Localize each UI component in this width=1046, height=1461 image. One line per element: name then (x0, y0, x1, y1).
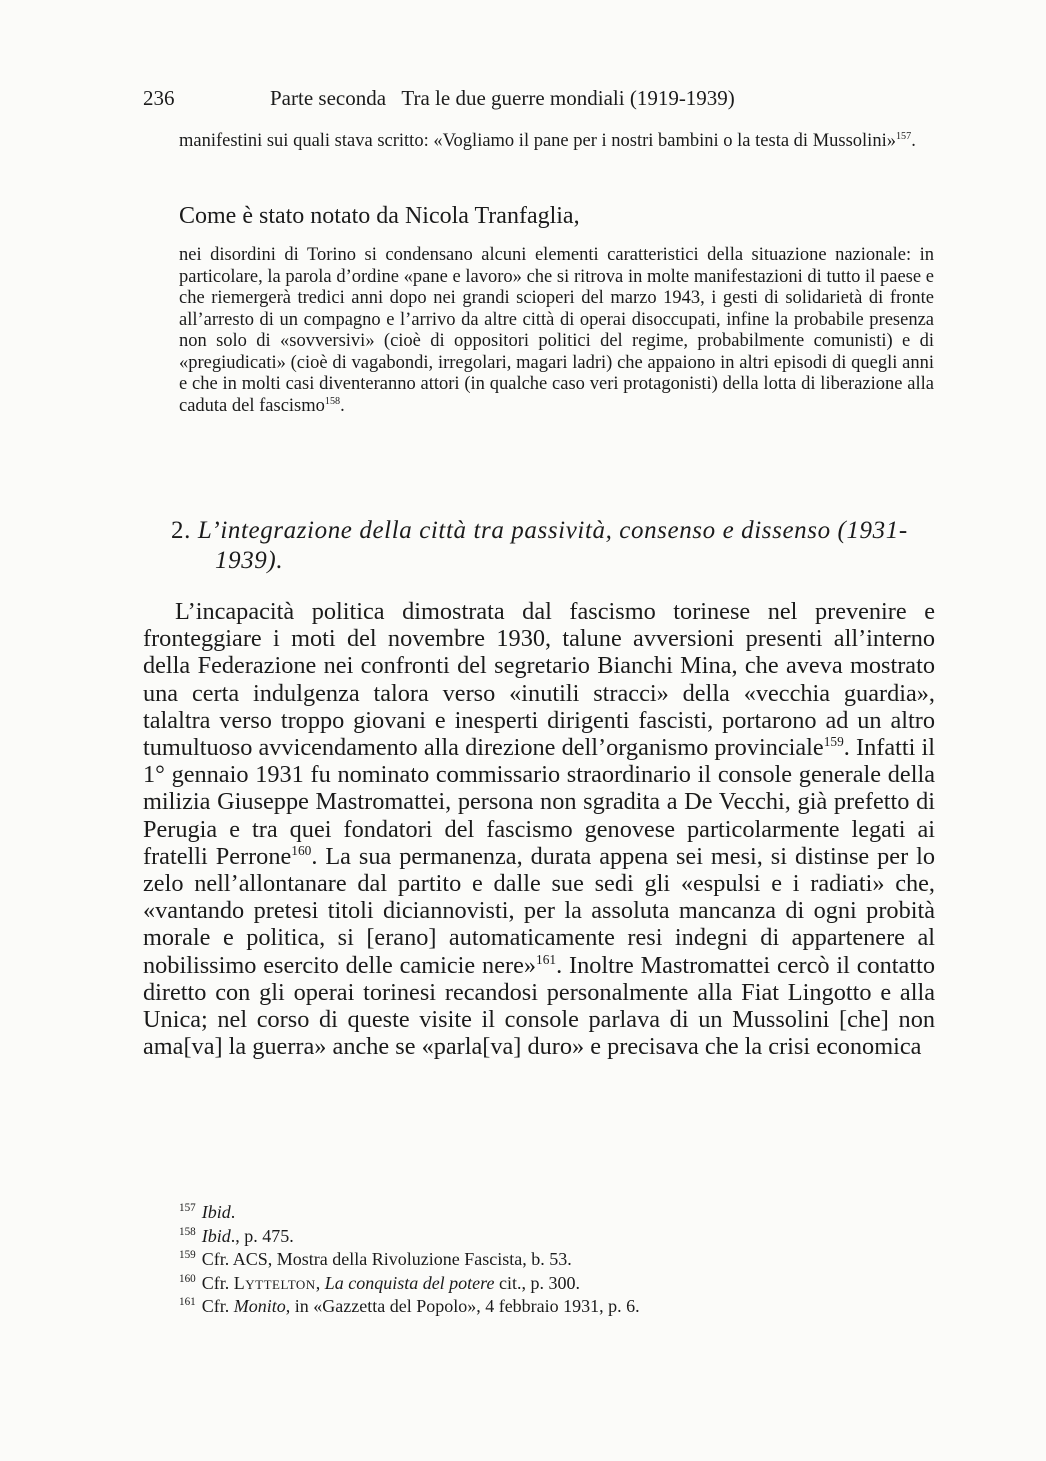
footnote-italic: Monito (233, 1296, 286, 1316)
footnote-ref-158: 158 (324, 395, 341, 407)
block-quote-1 (179, 131, 934, 153)
quote-1-text: manifestini sui quali stava scritto: «Vogliamo il pane per i nostri bambini o la testa di Mussolini» (179, 131, 896, 151)
body-paragraph (143, 598, 935, 1060)
footnote-text: ., p. 475. (230, 1225, 294, 1246)
footnotes (179, 1201, 934, 1319)
section-title-line-1: L’integrazione della città tra passività, consenso e dissenso (1931- (197, 517, 908, 544)
quote-1-end: . (911, 131, 916, 151)
footnote-161 (179, 1295, 934, 1319)
body-text-1: L’incapacità politica dimostrata dal fascismo torinese nel prevenire e fronteggiare i moti del novembre 1930, talune avversioni presenti all’interno della Federazione nei confronti del segretario Bianchi Mina, che aveva mostrato una certa indulgenza talora verso «inutili stracci» della «vecchia guardia», talaltra verso troppo giovani e inesperti dirigenti fascisti, portarono ad un altro tumultuoso avvicendamento alla direzione dell’organismo provinciale (143, 598, 935, 762)
block-quote-2 (179, 245, 934, 417)
footnote-ref-159: 159 (823, 733, 844, 749)
footnote-prefix: Cfr. (201, 1272, 234, 1293)
footnote-text: . (230, 1202, 236, 1222)
footnote-prefix: Cfr. (201, 1296, 234, 1316)
page-number: 236 (143, 86, 175, 110)
footnote-number: 159 (179, 1249, 196, 1261)
running-title: Parte seconda Tra le due guerre mondiali (1919-1939) (270, 86, 735, 110)
body-text-3: . La sua permanenza, durata appena sei mesi, si distinse per lo zelo nell’allontanare dal partito e dalle sue sedi gli «espulsi e i radiati» che, «vantando pretesi titoli diciannovisti, per la assoluta mancanza di ogni probità morale e politica, si [erano] automaticamente resi indegni di appartenere al nobilissimo esercito delle camicie nere» (143, 842, 936, 979)
footnote-text: cit., p. 300. (494, 1272, 581, 1293)
footnote-number: 161 (179, 1296, 196, 1308)
section-title-line-2: 1939). (215, 547, 284, 574)
footnote-italic: Ibid (201, 1225, 231, 1246)
footnote-157 (179, 1201, 934, 1225)
footnote-italic: Ibid (201, 1202, 231, 1222)
footnote-number: 158 (179, 1225, 196, 1238)
body-text-4: . Inoltre Mastromattei cercò il contatto diretto con gli operai torinesi recandosi personalmente alla Fiat Lingotto e alla Unica; nel corso di queste visite il console parlava di un Mussolini [che] non ama[va] la guerra» anche se «parla[va] duro» e precisava che la crisi economica (143, 951, 935, 1061)
footnote-text: Cfr. ACS, Mostra della Rivoluzione Fascista, b. 53. (201, 1249, 572, 1269)
footnote-number: 157 (179, 1202, 196, 1214)
body-text-2: . Infatti il 1° gennaio 1931 fu nominato commissario straordinario il console generale della milizia Giuseppe Mastromattei, persona non sgradita a De Vecchi, già prefetto di Perugia e tra quei fondatori del fascismo genovese particolarmente legati ai fratelli Perrone (143, 734, 936, 870)
footnote-ref-160: 160 (291, 842, 312, 858)
footnote-ref-161: 161 (536, 951, 557, 967)
footnote-ref-157: 157 (895, 130, 912, 142)
quote-2-text: nei disordini di Torino si condensano alcuni elementi caratteristici della situazione nazionale: in particolare, la parola d’ordine «pane e lavoro» che si ritrova in molte manifestazioni di tutto il paese e che riemergerà tredici anni dopo nei grandi scioperi del marzo 1943, i gesti di solidarietà di fronte all’arresto di un compagno e l’arrivo da altre città di operai disoccupati, infine la probabile presenza non solo di «sovversivi» (cioè di oppositori politici del regime, probabilmente comunisti) e di «pregiudicati» (cioè di vagabondi, irregolari, magari ladri) che appaiono in altri episodi di quegli anni e che in molti casi diventeranno attori (in qualche caso veri protagonisti) della lotta di liberazione alla caduta del fascismo (179, 245, 934, 416)
footnote-160 (179, 1272, 934, 1296)
footnote-separator: , (315, 1272, 325, 1293)
footnote-158 (179, 1225, 934, 1249)
footnote-author: Lyttelton (233, 1272, 316, 1293)
quote-2-end: . (340, 395, 345, 416)
footnote-italic: La conquista del potere (324, 1272, 495, 1293)
footnote-text: , in «Gazzetta del Popolo», 4 febbraio 1931, p. 6. (285, 1296, 640, 1316)
section-heading (171, 516, 941, 576)
lead-sentence: Come è stato notato da Nicola Tranfaglia, (179, 203, 580, 229)
footnote-number: 160 (179, 1272, 196, 1285)
footnote-159 (179, 1248, 934, 1272)
section-number: 2. (171, 517, 191, 544)
